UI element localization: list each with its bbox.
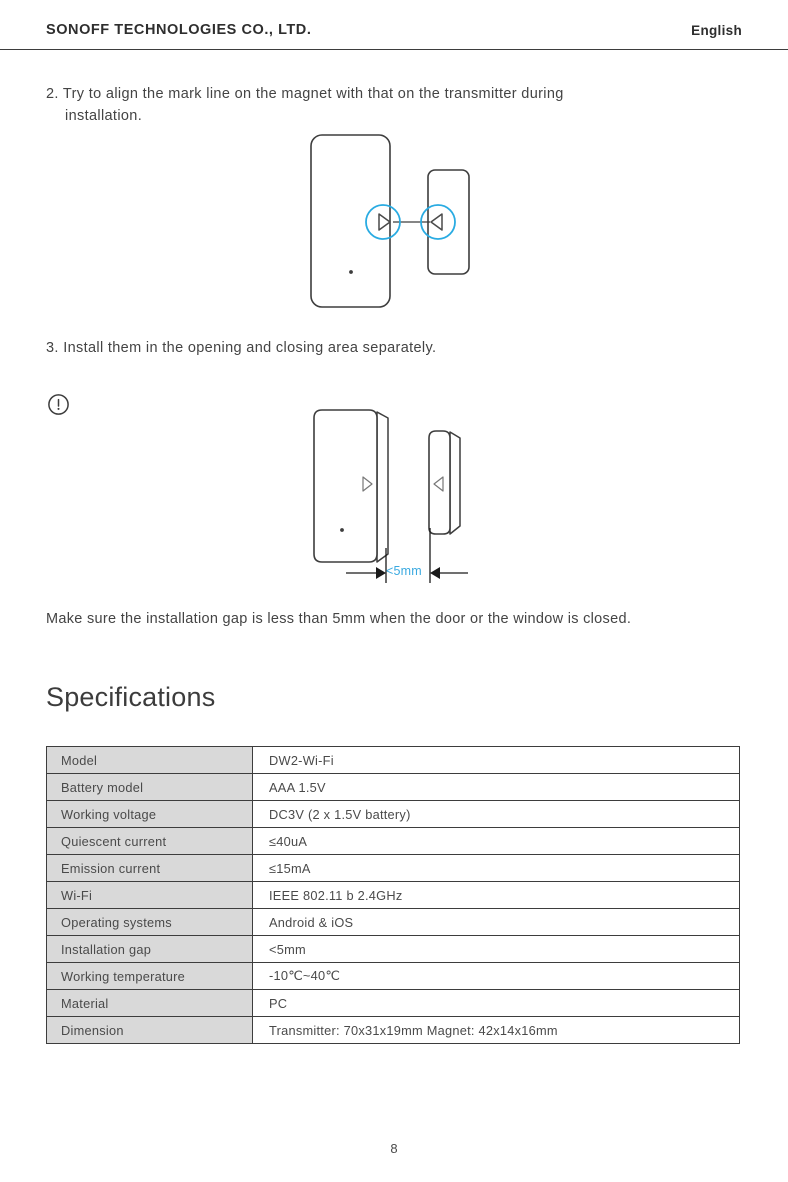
table-row — [47, 828, 740, 855]
step-2-line1: Try to align the mark line on the magnet with that on the transmitter during — [62, 86, 564, 102]
spec-key: Wi-Fi — [47, 882, 253, 909]
step-2-line2: installation. — [65, 108, 143, 124]
table-row — [47, 774, 740, 801]
spec-value: IEEE 802.11 b 2.4GHz — [253, 882, 740, 909]
magnet-side-face — [450, 432, 460, 534]
page-number: 8 — [390, 1141, 398, 1156]
spec-value: ≤40uA — [253, 828, 740, 855]
table-row — [47, 990, 740, 1017]
table-row — [47, 801, 740, 828]
step-3-line1: Install them in the opening and closing area separately. — [63, 340, 437, 356]
step-2-instruction — [46, 83, 746, 127]
transmitter-outline — [311, 135, 390, 307]
spec-value: ≤15mA — [253, 855, 740, 882]
spec-key: Material — [47, 990, 253, 1017]
language-label: English — [691, 23, 742, 38]
spec-key: Quiescent current — [47, 828, 253, 855]
spec-value: AAA 1.5V — [253, 774, 740, 801]
table-row — [47, 855, 740, 882]
step-3-instruction — [46, 337, 746, 359]
spec-value: PC — [253, 990, 740, 1017]
installation-gap-note: Make sure the installation gap is less than 5mm when the door or the window is closed. — [46, 611, 632, 627]
spec-value: <5mm — [253, 936, 740, 963]
gap-dimension-label: <5mm — [386, 564, 422, 578]
transmitter-led-dot — [340, 528, 344, 532]
specifications-heading: Specifications — [46, 682, 216, 712]
spec-value: Transmitter: 70x31x19mm Magnet: 42x14x16mm — [253, 1017, 740, 1044]
spec-value: DW2-Wi-Fi — [253, 747, 740, 774]
spec-key: Installation gap — [47, 936, 253, 963]
step-3-number: 3. — [46, 340, 59, 356]
table-row — [47, 936, 740, 963]
table-row — [47, 963, 740, 990]
spec-key: Working voltage — [47, 801, 253, 828]
company-name: SONOFF TECHNOLOGIES CO., LTD. — [46, 22, 312, 38]
specifications-table — [46, 746, 740, 1044]
table-row — [47, 747, 740, 774]
page-header — [0, 0, 788, 50]
spec-key: Dimension — [47, 1017, 253, 1044]
spec-value: -10℃~40℃ — [253, 963, 740, 990]
exclamation-circle-svg — [47, 393, 70, 416]
spec-key: Model — [47, 747, 253, 774]
table-row — [47, 882, 740, 909]
alignment-diagram — [280, 125, 510, 325]
alignment-diagram-svg — [280, 125, 510, 325]
gap-arrow-left-head — [376, 567, 386, 579]
step-2-number: 2. — [46, 86, 59, 102]
spec-key: Working temperature — [47, 963, 253, 990]
transmitter-side-face — [377, 412, 388, 562]
table-row — [47, 1017, 740, 1044]
spec-key: Operating systems — [47, 909, 253, 936]
transmitter-led-dot — [349, 270, 353, 274]
spec-key: Emission current — [47, 855, 253, 882]
gap-arrow-right-head — [430, 567, 440, 579]
spec-key: Battery model — [47, 774, 253, 801]
exclamation-circle-icon — [47, 393, 70, 416]
table-row — [47, 909, 740, 936]
spec-value: DC3V (2 x 1.5V battery) — [253, 801, 740, 828]
spec-value: Android & iOS — [253, 909, 740, 936]
